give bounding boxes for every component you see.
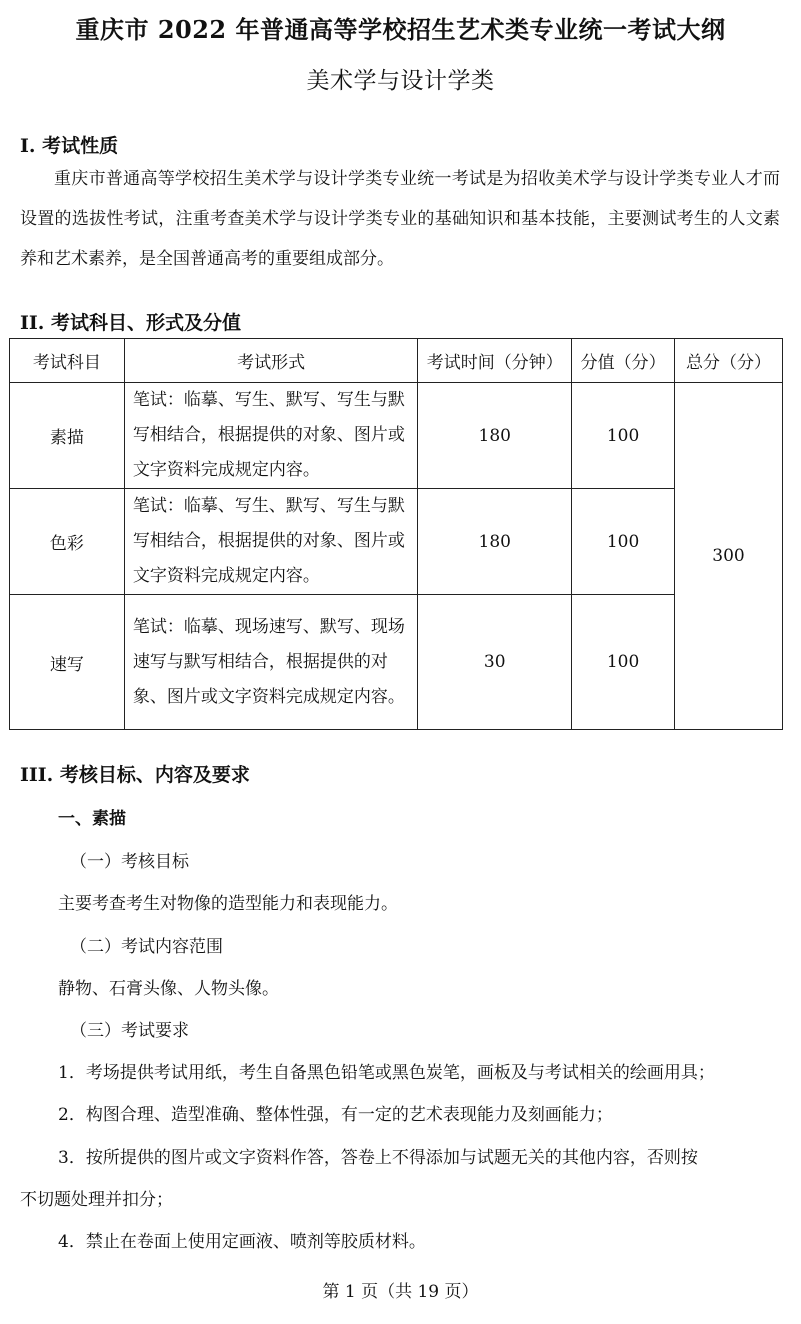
table-row bbox=[10, 489, 783, 595]
scope-heading: （二）考试内容范围 bbox=[70, 937, 223, 957]
scope-text: 静物、石膏头像、人物头像。 bbox=[58, 979, 279, 999]
requirement-item: 4．禁止在卷面上使用定画液、喷剂等胶质材料。 bbox=[58, 1232, 426, 1252]
cell-time: 30 bbox=[418, 595, 572, 730]
page-number: 第 1 页（共 19 页） bbox=[322, 1282, 479, 1302]
section-heading-goals: III. 考核目标、内容及要求 bbox=[20, 764, 250, 786]
section-heading-exam-nature: I. 考试性质 bbox=[20, 135, 119, 157]
cell-form: 笔试：临摹、写生、默写、写生与默写相结合，根据提供的对象、图片或文字资料完成规定内容。 bbox=[124, 489, 418, 595]
cell-subject: 速写 bbox=[10, 595, 125, 730]
table-row bbox=[10, 595, 783, 730]
cell-subject: 色彩 bbox=[10, 489, 125, 595]
section-heading-subjects: II. 考试科目、形式及分值 bbox=[20, 312, 242, 334]
table-header-row bbox=[10, 339, 783, 383]
exam-nature-paragraph: 重庆市普通高等学校招生美术学与设计学类专业统一考试是为招收美术学与设计学类专业人才而设置的选拔性考试，注重考查美术学与设计学类专业的基础知识和基本技能，主要测试考生的人文素养和艺术素养，是全国普通高考的重要组成部分。 bbox=[20, 169, 780, 269]
document-subtitle: 美术学与设计学类 bbox=[306, 68, 495, 94]
cell-score: 100 bbox=[572, 595, 675, 730]
requirement-item: 1．考场提供考试用纸，考生自备黑色铅笔或黑色炭笔，画板及与考试相关的绘画用具； bbox=[58, 1063, 715, 1083]
cell-form: 笔试：临摹、现场速写、默写、现场速写与默写相结合，根据提供的对象、图片或文字资料完成规定内容。 bbox=[124, 595, 418, 730]
header-total: 总分（分） bbox=[675, 339, 783, 383]
cell-time: 180 bbox=[418, 383, 572, 489]
subsection-heading-sketch: 一、素描 bbox=[58, 809, 126, 829]
requirements-heading: （三）考试要求 bbox=[70, 1021, 189, 1041]
exam-subjects-table bbox=[9, 338, 783, 730]
requirement-item: 3．按所提供的图片或文字资料作答，答卷上不得添加与试题无关的其他内容，否则按 bbox=[58, 1148, 698, 1168]
requirement-item-continued: 不切题处理并扣分； bbox=[20, 1190, 173, 1210]
cell-time: 180 bbox=[418, 489, 572, 595]
document-title: 重庆市 2022 年普通高等学校招生艺术类专业统一考试大纲 bbox=[75, 15, 726, 44]
cell-subject: 素描 bbox=[10, 383, 125, 489]
header-subject: 考试科目 bbox=[10, 339, 125, 383]
goal-heading: （一）考核目标 bbox=[70, 852, 189, 872]
header-score: 分值（分） bbox=[572, 339, 675, 383]
header-time: 考试时间（分钟） bbox=[418, 339, 572, 383]
cell-score: 100 bbox=[572, 383, 675, 489]
cell-total: 300 bbox=[675, 383, 783, 730]
header-form: 考试形式 bbox=[124, 339, 418, 383]
table-row bbox=[10, 383, 783, 489]
goal-text: 主要考查考生对物像的造型能力和表现能力。 bbox=[58, 894, 398, 914]
cell-form: 笔试：临摹、写生、默写、写生与默写相结合，根据提供的对象、图片或文字资料完成规定内容。 bbox=[124, 383, 418, 489]
requirement-item: 2．构图合理、造型准确、整体性强，有一定的艺术表现能力及刻画能力； bbox=[58, 1105, 613, 1125]
cell-score: 100 bbox=[572, 489, 675, 595]
